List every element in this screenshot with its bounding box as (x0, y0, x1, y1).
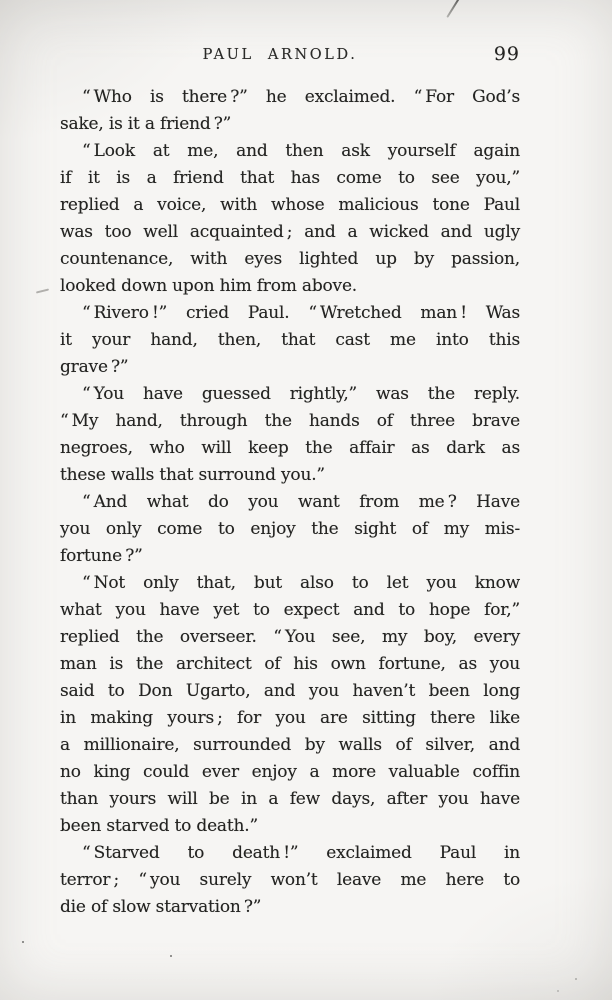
text-line: “ Look at me, and then ask yourself again (82, 141, 520, 161)
page-number: 99 (493, 43, 520, 65)
text-line: a millionaire, surrounded by walls of silver, and (60, 735, 520, 755)
pencil-margin-mark (36, 288, 49, 293)
text-line: replied the overseer. “ You see, my boy, every (60, 627, 520, 647)
text-line: said to Don Ugarto, and you haven’t been long (60, 681, 520, 701)
text-line: “ Not only that, but also to let you know (82, 573, 520, 593)
running-title: PAUL ARNOLD. (202, 47, 358, 63)
text-line: been starved to death.” (60, 816, 258, 836)
text-line: “ Who is there ?” he exclaimed. “ For God’s (82, 87, 520, 107)
text-line: man is the architect of his own fortune, as you (60, 654, 520, 674)
text-line: “ And what do you want from me ? Have (82, 492, 520, 512)
text-line: die of slow starvation ?” (60, 897, 262, 917)
text-line: in making yours ; for you are sitting there like (60, 708, 520, 728)
text-line: these walls that surround you.” (60, 465, 325, 485)
scan-speck (170, 955, 172, 957)
text-line: “ Starved to death !” exclaimed Paul in (82, 843, 520, 863)
scan-speck (575, 978, 577, 980)
page-header (60, 43, 520, 69)
page-body (60, 84, 520, 921)
scan-speck (557, 990, 559, 992)
text-line: than yours will be in a few days, after you have (60, 789, 520, 809)
text-line: replied a voice, with whose malicious tone Paul (60, 195, 520, 215)
text-line: terror ; “ you surely won’t leave me here to (60, 870, 520, 890)
text-line: grave ?” (60, 357, 129, 377)
pen-scribble-mark (446, 0, 459, 18)
text-line: no king could ever enjoy a more valuable coffin (60, 762, 520, 782)
text-line: looked down upon him from above. (60, 276, 358, 296)
text-line: what you have yet to expect and to hope for,” (60, 600, 520, 620)
text-line: “ You have guessed rightly,” was the reply. (82, 384, 520, 404)
text-line: was too well acquainted ; and a wicked and ugly (60, 222, 520, 242)
text-line: sake, is it a friend ?” (60, 114, 232, 134)
text-line: you only come to enjoy the sight of my mis- (60, 519, 520, 539)
scan-speck (22, 941, 24, 943)
text-line: countenance, with eyes lighted up by passion, (60, 249, 520, 269)
text-line: “ Rivero !” cried Paul. “ Wretched man ! Was (82, 303, 520, 323)
text-line: if it is a friend that has come to see you,” (60, 168, 520, 188)
text-line: it your hand, then, that cast me into this (60, 330, 520, 350)
text-line: negroes, who will keep the affair as dark as (60, 438, 520, 458)
text-line: “ My hand, through the hands of three brave (60, 411, 520, 431)
text-line: fortune ?” (60, 546, 143, 566)
